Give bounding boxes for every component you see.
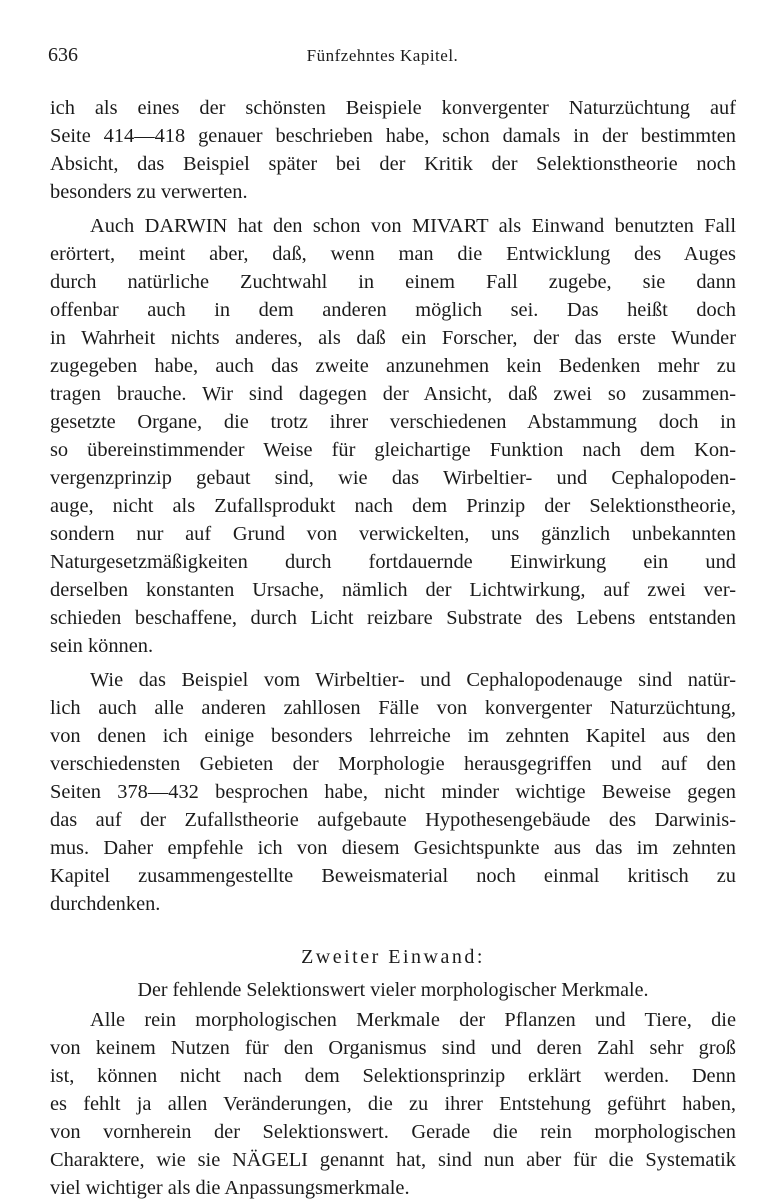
paragraph [50,1006,736,1202]
page-body [50,94,736,1202]
text-line: vergenzprinzip gebaut sind, wie das Wirbeltier- und Cephalopoden- [50,467,736,489]
section-heading: Zweiter Einwand: [301,946,485,968]
text-line: offenbar auch in dem anderen möglich sei. Das heißt doch [50,299,736,321]
text-line: sein können. [50,635,154,657]
text-line: ist, können nicht nach dem Selektionsprinzip erklärt werden. Denn [50,1065,736,1087]
text-line: zugegeben habe, auch das zweite anzunehmen kein Bedenken mehr zu [50,355,736,377]
text-line: schieden beschaffene, durch Licht reizbare Substrate des Lebens entstanden [50,607,736,629]
page-number: 636 [48,44,78,66]
text-line: ich als eines der schönsten Beispiele konvergenter Naturzüchtung auf [50,97,736,119]
text-line: Seiten 378—432 besprochen habe, nicht minder wichtige Beweise gegen [50,781,736,803]
text-line: auge, nicht als Zufallsprodukt nach dem Prinzip der Selektionstheorie, [50,495,736,517]
text-line: sondern nur auf Grund von verwickelten, uns gänzlich unbekannten [50,523,736,545]
running-head: Fünfzehntes Kapitel. [306,46,459,65]
text-line: Naturgesetzmäßigkeiten durch fortdauernde Einwirkung ein und [50,551,736,573]
text-line: verschiedensten Gebieten der Morphologie herausgegriffen und auf den [50,753,736,775]
paragraph [50,94,736,206]
text-line: Seite 414—418 genauer beschrieben habe, schon damals in der bestimmten [50,125,736,147]
text-line: von denen ich einige besonders lehrreiche im zehnten Kapitel aus den [50,725,736,747]
text-line: Alle rein morphologischen Merkmale der Pflanzen und Tiere, die [90,1009,736,1031]
text-line: so übereinstimmender Weise für gleichartige Funktion nach dem Kon- [50,439,736,461]
text-line: Auch DARWIN hat den schon von MIVART als Einwand benutzten Fall [90,215,736,237]
text-line: Charaktere, wie sie NÄGELI genannt hat, sind nun aber für die Systematik [50,1149,736,1171]
text-line: viel wichtiger als die Anpassungsmerkmale. [50,1177,410,1199]
text-line: Wie das Beispiel vom Wirbeltier- und Cephalopodenauge sind natür- [90,669,736,691]
text-line: durch natürliche Zuchtwahl in einem Fall zugebe, sie dann [50,271,736,293]
page-header [48,44,717,74]
text-line: in Wahrheit nichts anderes, als daß ein Forscher, der das erste Wunder [50,327,736,349]
text-line: es fehlt ja allen Veränderungen, die zu ihrer Entstehung geführt haben, [50,1093,736,1115]
paragraph [50,666,736,918]
text-line: lich auch alle anderen zahllosen Fälle von konvergenter Naturzüchtung, [50,697,736,719]
text-line: derselben konstanten Ursache, nämlich der Lichtwirkung, auf zwei ver- [50,579,736,601]
section-subheading: Der fehlende Selektionswert vieler morphologischer Merkmale. [137,979,649,1001]
text-line: von keinem Nutzen für den Organismus sind und deren Zahl sehr groß [50,1037,736,1059]
text-line: Kapitel zusammengestellte Beweismaterial noch einmal kritisch zu [50,865,736,887]
text-line: gesetzte Organe, die trotz ihrer verschiedenen Abstammung doch in [50,411,736,433]
text-line: das auf der Zufallstheorie aufgebaute Hypothesengebäude des Darwinis- [50,809,736,831]
text-line: durchdenken. [50,893,161,915]
paragraph [50,212,736,660]
text-line: von vornherein der Selektionswert. Gerade die rein morphologischen [50,1121,736,1143]
text-line: mus. Daher empfehle ich von diesem Gesichtspunkte aus das im zehnten [50,837,736,859]
text-line: besonders zu verwerten. [50,181,248,203]
text-line: tragen brauche. Wir sind dagegen der Ansicht, daß zwei so zusammen- [50,383,736,405]
text-line: Absicht, das Beispiel später bei der Kritik der Selektionstheorie noch [50,153,736,175]
text-line: erörtert, meint aber, daß, wenn man die Entwicklung des Auges [50,243,736,265]
